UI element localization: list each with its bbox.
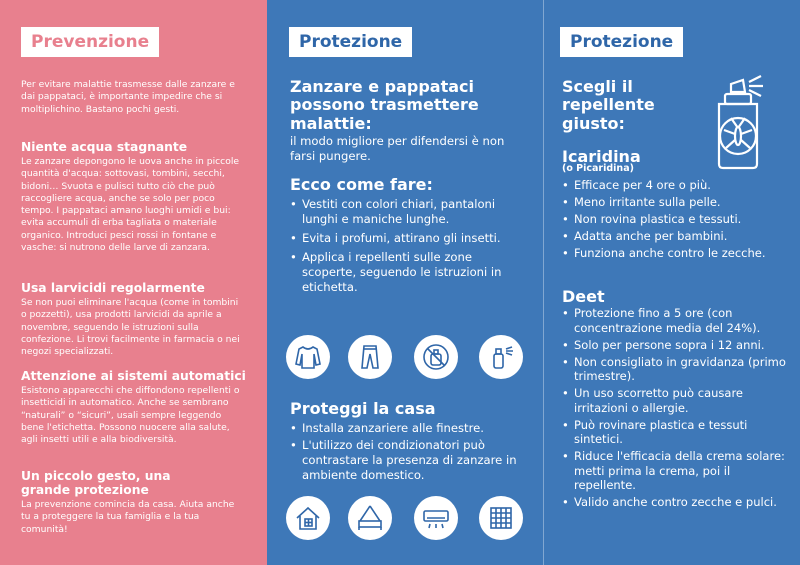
section-heading: Usa larvicidi regolarmente: [21, 281, 205, 295]
panel-title: Prevenzione: [21, 27, 159, 57]
list-item: • Può rovinare plastica e tessuti sintetici.: [562, 418, 794, 447]
list-item: • Adatta anche per bambini.: [562, 229, 794, 244]
section-text: Le zanzare depongono le uova anche in piccole quantità d'acqua: sottovasi, tombini, secchi, bidoni… Svuota e pulisci tutto ciò che può raccogliere acqua, anche se solo per poco tempo. I pappataci amano luoghi umidi e bui: evita accumuli di erba tagliata o materiale organico. Introduci pesci rossi in fontane e vasche: si nutrono delle larve di zanzara.: [21, 156, 240, 254]
list-item: • Non rovina plastica e tessuti.: [562, 212, 794, 227]
list-item: • Riduce l'efficacia della crema solare: metti prima la crema, poi il repellente.: [562, 449, 794, 493]
section-text: La prevenzione comincia da casa. Aiuta anche tu a proteggere la tua famiglia e la tua comunità!: [21, 499, 235, 535]
panel-prevenzione: [0, 0, 267, 565]
how-list: [290, 197, 525, 295]
section-heading: Niente acqua stagnante: [21, 140, 188, 154]
list-item: • Un uso scorretto può causare irritazioni o allergie.: [562, 386, 794, 415]
panel-title: Protezione: [289, 27, 412, 57]
list-item: • Applica i repellenti sulle zone scoperte, seguendo le istruzioni in etichetta.: [290, 250, 525, 295]
list-item: • Vestiti con colori chiari, pantaloni lunghi e maniche lunghe.: [290, 197, 525, 227]
long-sleeve-shirt-icon: [286, 335, 330, 379]
list-item: • Valido anche contro zecche e pulci.: [562, 495, 794, 510]
icaridina-subheading: (o Picaridina): [562, 163, 634, 174]
icaridina-list: [562, 178, 794, 261]
list-item: • Efficace per 4 ore o più.: [562, 178, 794, 193]
bed-net-icon: [348, 496, 392, 540]
window-net-icon: [479, 496, 523, 540]
long-pants-icon: [348, 335, 392, 379]
panel-title: Protezione: [560, 27, 683, 57]
home-list: [290, 421, 530, 483]
subline: il modo migliore per difendersi è non farsi pungere.: [290, 134, 505, 163]
section-heading: Attenzione ai sistemi automatici: [21, 369, 246, 383]
home-heading: Proteggi la casa: [290, 399, 436, 418]
house-screen-icon: [286, 496, 330, 540]
list-item: • Installa zanzariere alle finestre.: [290, 421, 530, 436]
deet-list: [562, 306, 794, 510]
intro-text: Per evitare malattie trasmesse dalle zanzare e dai pappataci, è importante impedire che si moltiplichino. Bastano pochi gesti.: [21, 79, 235, 115]
list-item: • Evita i profumi, attirano gli insetti.: [290, 231, 525, 246]
panel-protezione-2: [543, 0, 800, 565]
repellent-spray-icon: [479, 335, 523, 379]
section-text: Esistono apparecchi che diffondono repellenti o insetticidi in automatico. Anche se sembrano “naturali” o “sicuri”, usali sempre leggendo bene l'etichetta. Possono nuocere alla salute, agli insetti utili e alla biodiversità.: [21, 385, 240, 446]
headline: Scegli il repellente giusto:: [562, 77, 655, 133]
list-item: • Funziona anche contro le zecche.: [562, 246, 794, 261]
list-item: • L'utilizzo dei condizionatori può contrastare la presenza di zanzare in ambiente domestico.: [290, 438, 530, 483]
deet-heading: Deet: [562, 287, 605, 306]
no-perfume-icon: [414, 335, 458, 379]
list-item: • Solo per persone sopra i 12 anni.: [562, 338, 794, 353]
air-conditioner-icon: [414, 496, 458, 540]
how-heading: Ecco come fare:: [290, 175, 433, 194]
list-item: • Protezione fino a 5 ore (con concentrazione media del 24%).: [562, 306, 794, 335]
list-item: • Non consigliato in gravidanza (primo trimestre).: [562, 355, 794, 384]
icaridina-heading: Icaridina: [562, 147, 641, 166]
panel-protezione-1: [267, 0, 543, 565]
panel-divider: [543, 0, 544, 565]
section-text: Se non puoi eliminare l'acqua (come in tombini o pozzetti), usa prodotti larvicidi da aprile a novembre, seguendo le istruzioni sulla confezione. Li trovi facilmente in farmacia o nei negozi specializzati.: [21, 297, 240, 358]
list-item: • Meno irritante sulla pelle.: [562, 195, 794, 210]
section-heading: Un piccolo gesto, una grande protezione: [21, 469, 171, 497]
headline: Zanzare e pappataci possono trasmettere malattie:: [290, 77, 479, 133]
